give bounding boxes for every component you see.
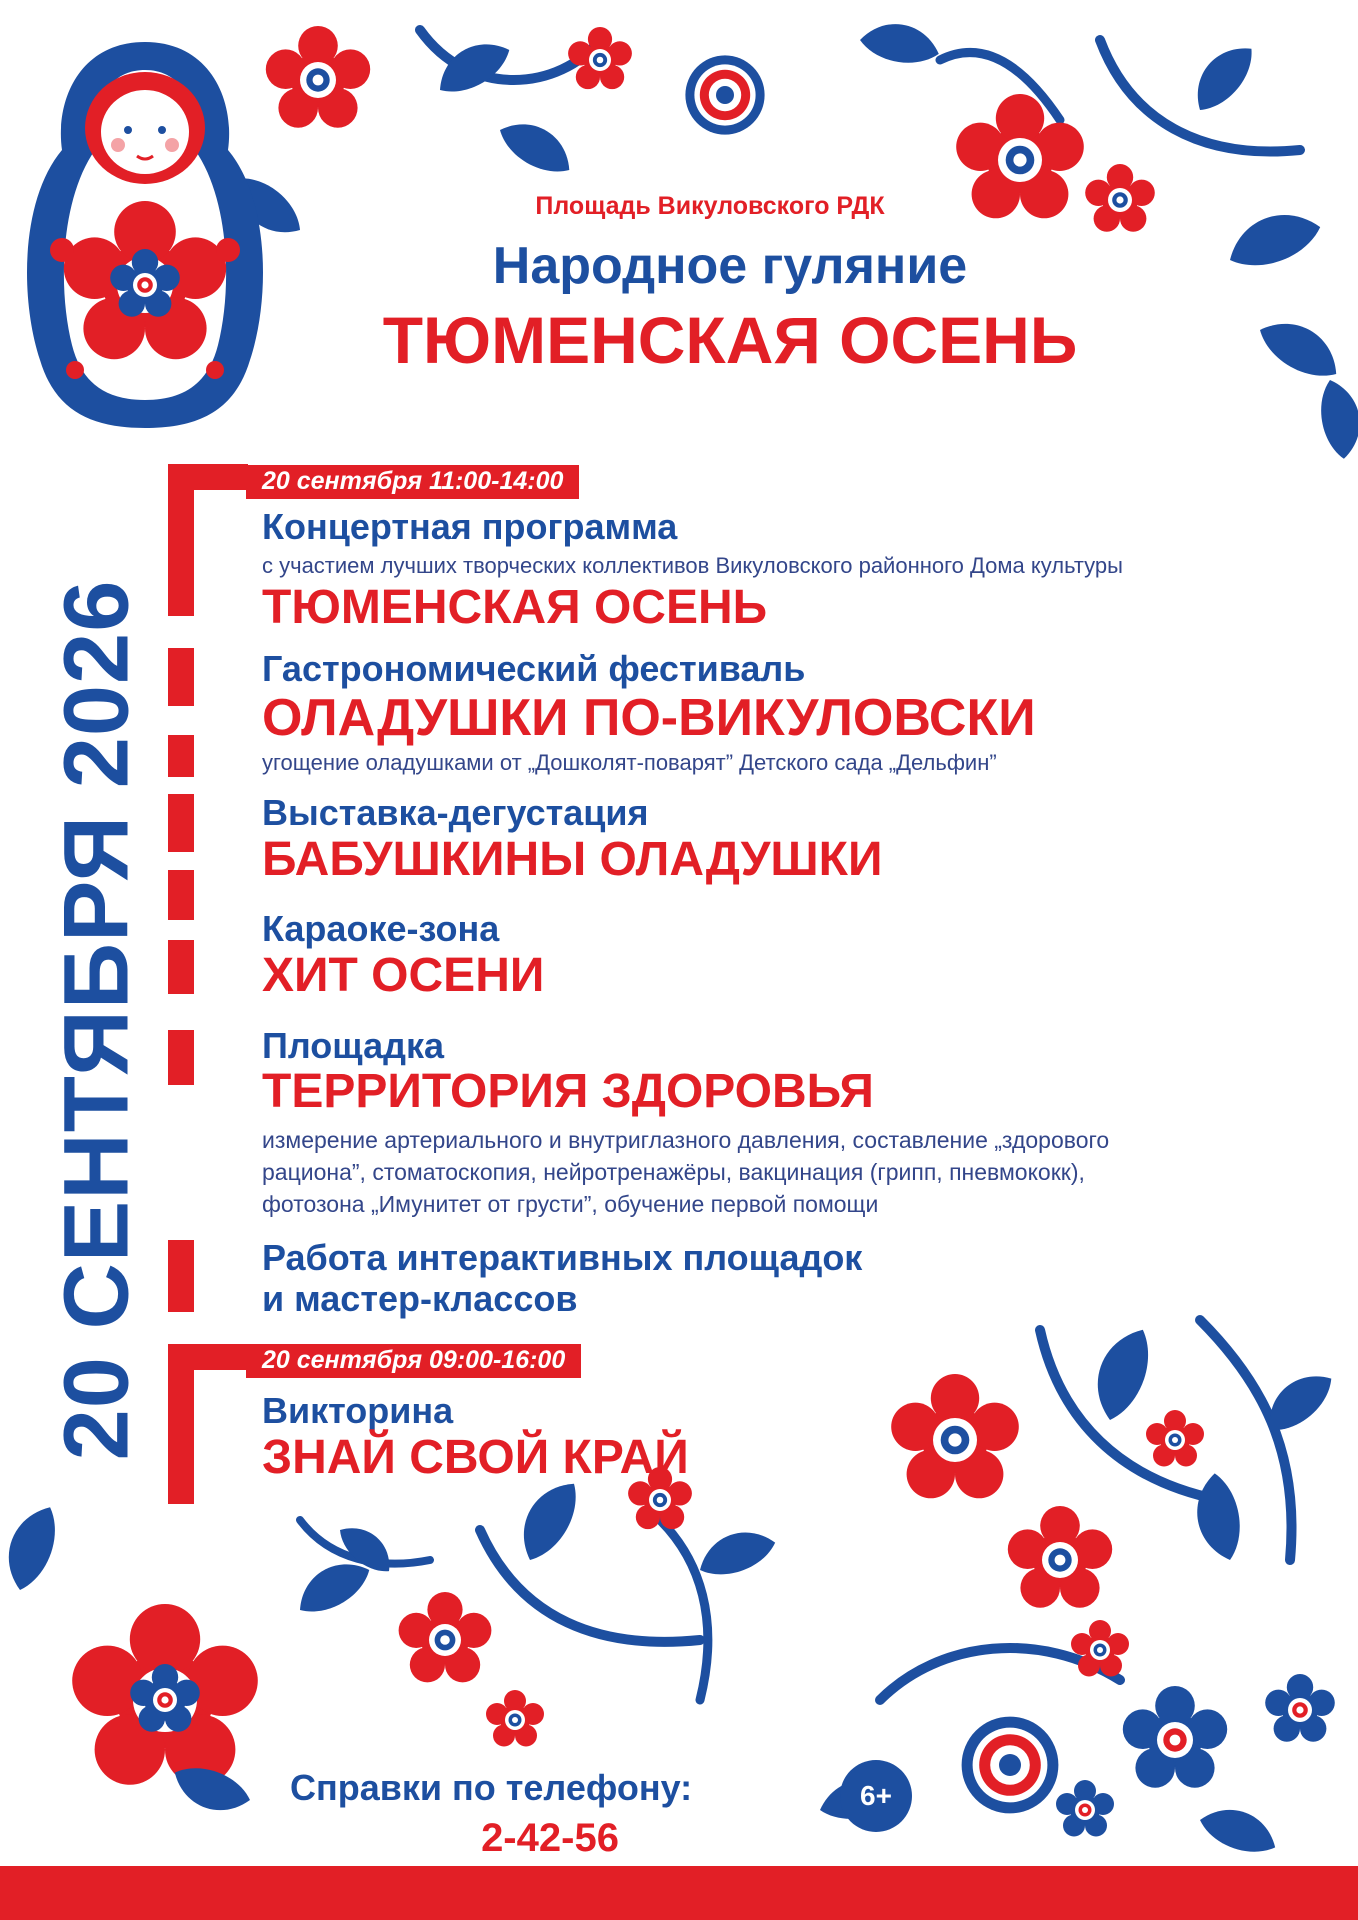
item1-label: Концертная программа bbox=[262, 506, 678, 547]
item2-title: ОЛАДУШКИ ПО-ВИКУЛОВСКИ bbox=[262, 689, 1036, 747]
item5-note-line: рациона”, стоматоскопия, нейротренажёры, вакцинация (грипп, пневмококк), bbox=[262, 1159, 1085, 1185]
item3-label: Выставка-дегустация bbox=[262, 792, 649, 833]
vertical-date-text: 20 СЕНТЯБРЯ 2026 bbox=[45, 579, 148, 1461]
item4-label: Караоке-зона bbox=[262, 908, 500, 949]
contact-phone: 2-42-56 bbox=[481, 1816, 619, 1860]
item2-label: Гастрономический фестиваль bbox=[262, 648, 806, 689]
section2-time-tag: 20 сентября 09:00-16:00 bbox=[246, 1344, 581, 1378]
venue-label: Площадь Викуловского РДК bbox=[535, 192, 885, 220]
item5-note-line: измерение артериального и внутриглазного давления, составление „здорового bbox=[262, 1127, 1110, 1153]
timeline-bracket-top-h bbox=[168, 464, 248, 490]
item5-note bbox=[262, 1124, 1302, 1220]
item6-label-line2: и мастер-классов bbox=[262, 1278, 578, 1319]
matryoshka-doll bbox=[27, 42, 263, 428]
contact-label: Справки по телефону: bbox=[290, 1767, 693, 1808]
item4-title: ХИТ ОСЕНИ bbox=[262, 949, 545, 1002]
timeline-segment bbox=[168, 940, 194, 994]
event-title: ТЮМЕНСКАЯ ОСЕНЬ bbox=[382, 303, 1078, 377]
item2-note: угощение оладушками от „Дошколят-поварят” Детского сада „Дельфин” bbox=[262, 750, 997, 775]
quiz-label: Викторина bbox=[262, 1390, 454, 1431]
event-subtitle: Народное гуляние bbox=[492, 237, 968, 295]
timeline-segment bbox=[168, 648, 194, 706]
section1-time-tag: 20 сентября 11:00-14:00 bbox=[246, 465, 579, 499]
timeline-segment bbox=[168, 870, 194, 920]
item6-label-line1: Работа интерактивных площадок bbox=[262, 1237, 863, 1278]
timeline-segment bbox=[168, 1030, 194, 1085]
item5-title: ТЕРРИТОРИЯ ЗДОРОВЬЯ bbox=[262, 1065, 874, 1118]
timeline-segment bbox=[168, 735, 194, 777]
bottom-red-bar bbox=[0, 1866, 1358, 1920]
age-rating-badge: 6+ bbox=[840, 1760, 912, 1832]
timeline-bracket-bottom-h bbox=[168, 1344, 248, 1370]
item1-note: с участием лучших творческих коллективов Викуловского районного Дома культуры bbox=[262, 553, 1123, 578]
item5-note-line: фотозона „Имунитет от грусти”, обучение первой помощи bbox=[262, 1191, 879, 1217]
vertical-date bbox=[42, 460, 152, 1580]
timeline-segment bbox=[168, 1240, 194, 1312]
item1-title: ТЮМЕНСКАЯ ОСЕНЬ bbox=[262, 581, 768, 634]
quiz-title: ЗНАЙ СВОЙ КРАЙ bbox=[262, 1431, 689, 1484]
item3-title: БАБУШКИНЫ ОЛАДУШКИ bbox=[262, 833, 883, 886]
timeline-segment bbox=[168, 794, 194, 852]
item5-label: Площадка bbox=[262, 1025, 444, 1066]
